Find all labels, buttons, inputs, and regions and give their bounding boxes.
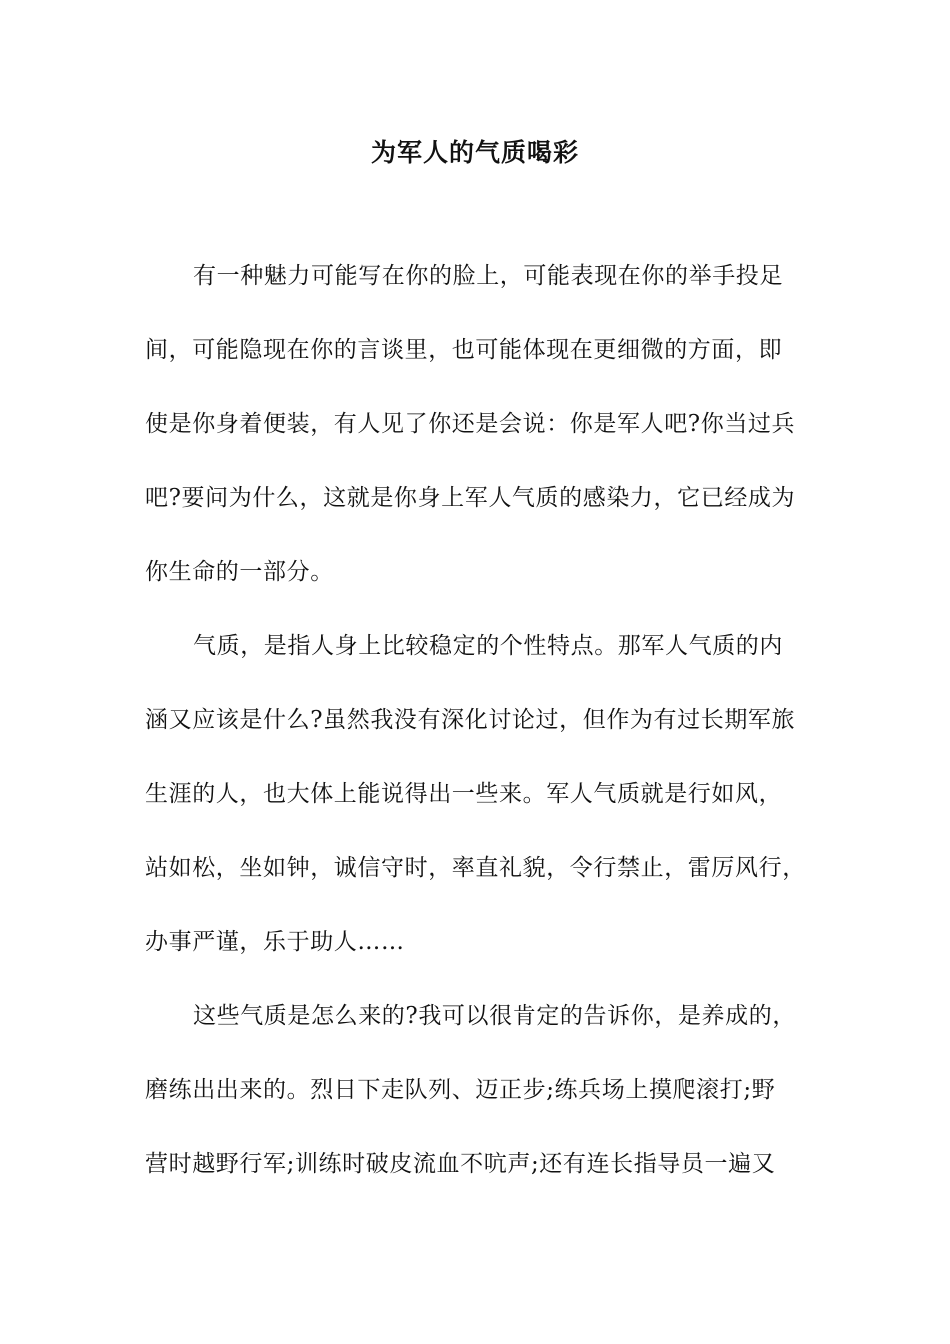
paragraph-3-line-1: 这些气质是怎么来的?我可以很肯定的告诉你，是养成的，: [193, 1003, 796, 1029]
paragraph-1-line-3: 使是你身着便装，有人见了你还是会说：你是军人吧?你当过兵: [145, 411, 796, 437]
paragraph-1-line-1: 有一种魅力可能写在你的脸上，可能表现在你的举手投足: [193, 263, 783, 289]
document-body: [145, 256, 825, 1218]
paragraph-2-line-1: 气质，是指人身上比较稳定的个性特点。那军人气质的内: [193, 633, 783, 659]
paragraph-2-line-4: 站如松，坐如钟，诚信守时，率直礼貌，令行禁止，雷厉风行，: [145, 855, 806, 881]
paragraph-1-line-4: 吧?要问为什么，这就是你身上军人气质的感染力，它已经成为: [145, 485, 796, 511]
document-title: 为军人的气质喝彩: [370, 138, 579, 167]
paragraph-1-line-5: 你生命的一部分。: [145, 559, 334, 585]
paragraph-2-line-3: 生涯的人，也大体上能说得出一些来。军人气质就是行如风，: [145, 781, 783, 807]
paragraph-3-line-2: 磨练出出来的。烈日下走队列、迈正步;练兵场上摸爬滚打;野: [145, 1077, 776, 1103]
paragraph-2-line-5: 办事严谨，乐于助人……: [145, 929, 405, 955]
paragraph-3-line-3: 营时越野行军;训练时破皮流血不吭声;还有连长指导员一遍又: [145, 1151, 776, 1177]
paragraph-2-line-2: 涵又应该是什么?虽然我没有深化讨论过，但作为有过长期军旅: [145, 707, 796, 733]
paragraph-1-line-2: 间，可能隐现在你的言谈里，也可能体现在更细微的方面，即: [145, 337, 783, 363]
